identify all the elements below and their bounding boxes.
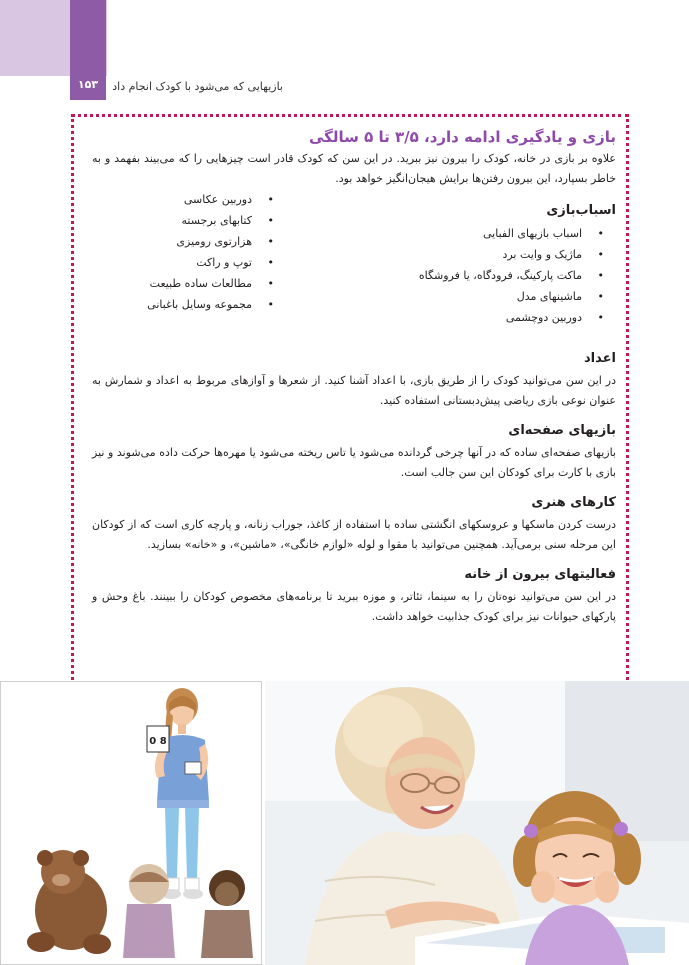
- list-item: • مطالعات ساده طبیعت: [86, 273, 286, 294]
- article-intro: علاوه بر بازی در خانه، کودک را بیرون نیز ببرید. در این سن که کودک قادر است چیزهایی را که می‌بیند بفهمد و به خاطر بسپارد، این بیرون رفتن‌ها برایش هیجان‌انگیز خواهد بود.: [92, 152, 616, 185]
- list-item: • هزارتوی رومیزی: [86, 231, 286, 252]
- toys-left-column: [86, 189, 286, 315]
- section-body: بازیهای صفحه‌ای ساده که در آنها چرخی گردانده می‌شود یا تاس ریخته می‌شود یا مهره‌ها حرکت داده می‌شوند و نیز بازی با کارت برای کودکان این سن جالب است.: [92, 446, 616, 479]
- section-title: فعالیتهای بیرون از خانه: [464, 567, 616, 582]
- section-numbers: [92, 351, 616, 411]
- section-art: [92, 495, 616, 555]
- list-item: • ماکت پارکینگ، فرودگاه، یا فروشگاه: [376, 265, 616, 286]
- toys-list-left: [86, 189, 286, 315]
- section-title: اعداد: [584, 351, 616, 366]
- article-title: بازی و یادگیری ادامه دارد، ۳/۵ تا ۵ سالگی: [308, 128, 616, 146]
- running-header: بازیهایی که می‌شود با کودک انجام داد: [112, 80, 283, 93]
- girl-with-toys-illustration: [1, 682, 262, 965]
- section-body: در این سن می‌توانید کودک را از طریق بازی، با اعداد آشنا کنید. از شعرها و آوازهای مربوط به اعداد و شمارش به عنوان نوعی بازی ریاضی پیش‌دبستانی استفاده کنید.: [92, 374, 616, 407]
- bullet-icon: •: [267, 214, 274, 227]
- toys-right-column: [376, 203, 616, 328]
- photo-girl-with-toys: [0, 681, 262, 965]
- bullet-icon: •: [267, 235, 274, 248]
- list-item: • کتابهای برجسته: [86, 210, 286, 231]
- page-number: ۱۵۳: [77, 78, 99, 91]
- section-body: در این سن می‌توانید نوه‌تان را به سینما، تئاتر، و موزه ببرید تا برنامه‌های مخصوص کودکان را ببینند. باغ وحش و پارکهای حیوانات نیز برای کودک جذابیت خواهد داشت.: [92, 590, 616, 623]
- list-item: • دوربین دوچشمی: [376, 307, 616, 328]
- article-content: [92, 128, 616, 639]
- bullet-icon: •: [267, 193, 274, 206]
- list-item: • ماشینهای مدل: [376, 286, 616, 307]
- bullet-icon: •: [597, 311, 604, 324]
- toys-list-right: [376, 223, 616, 328]
- section-body: درست کردن ماسکها و عروسکهای انگشتی ساده با استفاده از کاغذ، جوراب زنانه، و پارچه کاری است که از کودکان این مرحله سنی برمی‌آید. همچنین می‌توانید با مقوا و لوله «لوازم خانگی»، «ماشین»، و «خانه» بسازید.: [92, 518, 616, 551]
- section-board-games: [92, 423, 616, 483]
- photo-grandmother-reading: [265, 681, 689, 965]
- number-card-text: 0 8: [149, 736, 167, 747]
- bullet-icon: •: [597, 227, 604, 240]
- bullet-icon: •: [597, 248, 604, 261]
- list-item: • دوربین عکاسی: [86, 189, 286, 210]
- grandmother-reading-illustration: [265, 681, 689, 965]
- bullet-icon: •: [267, 256, 274, 269]
- section-title: بازیهای صفحه‌ای: [508, 423, 616, 438]
- list-item: • اسباب بازیهای الفبایی: [376, 223, 616, 244]
- toys-title: اسباب‌بازی: [546, 203, 616, 218]
- list-item: • ماژیک و وایت برد: [376, 244, 616, 265]
- toys-section: [92, 193, 616, 333]
- bullet-icon: •: [597, 269, 604, 282]
- bullet-icon: •: [267, 298, 274, 311]
- bullet-icon: •: [597, 290, 604, 303]
- section-title: کارهای هنری: [531, 495, 616, 510]
- bullet-icon: •: [267, 277, 274, 290]
- list-item: • مجموعه وسایل باغبانی: [86, 294, 286, 315]
- list-item: • توپ و راکت: [86, 252, 286, 273]
- section-outdoor: [92, 567, 616, 627]
